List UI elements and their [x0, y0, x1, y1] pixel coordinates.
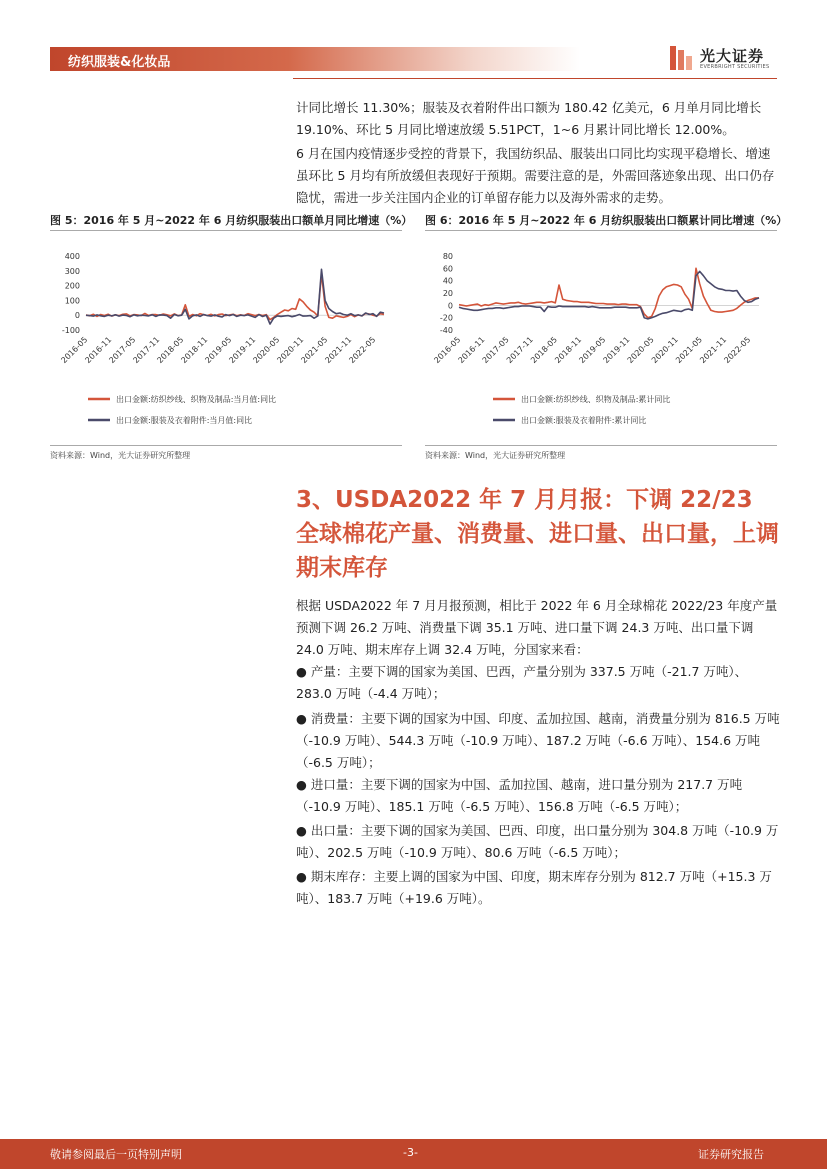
body-paragraph-2: 6 月在国内疫情逐步受控的背景下，我国纺织品、服装出口同比均实现平稳增长、增速虽环比 5 月均有所放缓但表现好于预期。需要注意的是，外需回落迹象出现、出口仍存隐忧，需进一步关注国内企业的订单留存能力以及海外需求的走势。 [296, 146, 775, 205]
figure-6-source: 资料来源：Wind，光大证券研究所整理 [425, 451, 566, 460]
header-bar [50, 47, 580, 71]
x-tick-label: 2022-05 [722, 335, 753, 366]
figure-5-source: 资料来源：Wind，光大证券研究所整理 [50, 451, 191, 460]
body-paragraph-1: 计同比增长 11.30%；服装及衣着附件出口额为 180.42 亿美元，6 月单月同比增长 19.10%、环比 5 月同比增速放缓 5.51PCT，1~6 月累计同比增长 12.00%。 [296, 100, 762, 137]
legend-label-2: 出口金额:服装及衣着附件:当月值:同比 [116, 416, 253, 425]
x-tick-label: 2018-05 [155, 335, 186, 366]
figure-5-title: 图 5：2016 年 5 月~2022 年 6 月纺织服装出口额单月同比增速（%） [50, 214, 413, 227]
bullet-consumption: ● 消费量：主要下调的国家为中国、印度、孟加拉国、越南，消费量分别为 816.5 万吨（-10.9 万吨）、544.3 万吨（-10.9 万吨）、187.2 万吨（-6.6 万吨）、154.6 万吨（-6.5 万吨）； [296, 711, 780, 770]
y-tick-label: 100 [64, 296, 80, 306]
y-tick-label: 60 [442, 264, 453, 274]
footer-report-type: 证券研究报告 [698, 1148, 764, 1161]
figure-5-top-rule [50, 230, 402, 231]
x-tick-label: 2016-11 [456, 335, 487, 366]
logo-mark-icon [670, 44, 692, 72]
x-tick-label: 2016-05 [59, 335, 90, 366]
bullet-exports: ● 出口量：主要下调的国家为美国、巴西、印度，出口量分别为 304.8 万吨（-10.9 万吨）、202.5 万吨（-10.9 万吨）、80.6 万吨（-6.5 万吨）； [296, 823, 779, 860]
y-tick-label: 200 [64, 281, 80, 291]
figure-6-chart [425, 236, 777, 436]
series-line-1 [459, 268, 759, 317]
x-tick-label: 2017-11 [504, 335, 535, 366]
x-tick-label: 2017-11 [131, 335, 162, 366]
logo-subtitle: EVERBRIGHT SECURITIES [700, 64, 770, 70]
y-tick-label: 0 [74, 311, 80, 321]
y-tick-label: 400 [64, 252, 80, 261]
footer-bar [0, 1139, 827, 1169]
y-tick-label: 80 [442, 252, 453, 261]
x-tick-label: 2018-05 [529, 335, 560, 366]
bullet-ending-stocks: ● 期末库存：主要上调的国家为中国、印度，期末库存分别为 812.7 万吨（+15.3 万吨）、183.7 万吨（+19.6 万吨）。 [296, 869, 772, 906]
header-divider [293, 78, 777, 79]
x-tick-label: 2021-05 [299, 335, 330, 366]
y-tick-label: 40 [442, 276, 453, 286]
x-tick-label: 2020-11 [649, 335, 680, 366]
legend-label-1: 出口金额:纺织纱线、织物及制品:当月值:同比 [116, 395, 277, 404]
section-3-heading: 3、USDA2022 年 7 月月报：下调 22/23 全球棉花产量、消费量、进口量、出口量，上调期末库存 [296, 487, 779, 581]
figure-5-bottom-rule [50, 445, 402, 446]
brand-logo [670, 44, 780, 74]
x-tick-label: 2016-05 [432, 335, 463, 366]
y-tick-label: -20 [439, 313, 453, 323]
x-tick-label: 2017-05 [107, 335, 138, 366]
y-tick-label: 20 [442, 289, 453, 298]
x-tick-label: 2019-11 [601, 335, 632, 366]
figure-6-title: 图 6：2016 年 5 月~2022 年 6 月纺织服装出口额累计同比增速（%） [425, 214, 788, 227]
legend-label-2: 出口金额:服装及衣着附件:累计同比 [521, 416, 647, 425]
section-3-intro: 根据 USDA2022 年 7 月月报预测，相比于 2022 年 6 月全球棉花 2022/23 年度产量预测下调 26.2 万吨、消费量下调 35.1 万吨、进口量下调 24.3 万吨、出口量下调 24.0 万吨、期末库存上调 32.4 万吨，分国家来看： [296, 598, 778, 657]
y-tick-label: 300 [64, 266, 80, 276]
x-tick-label: 2020-05 [251, 335, 282, 366]
x-tick-label: 2021-11 [698, 335, 729, 366]
figure-6-bottom-rule [425, 445, 777, 446]
legend-label-1: 出口金额:纺织纱线、织物及制品:累计同比 [521, 395, 671, 404]
x-tick-label: 2020-05 [625, 335, 656, 366]
x-tick-label: 2016-11 [83, 335, 114, 366]
x-tick-label: 2019-11 [227, 335, 258, 366]
x-tick-label: 2019-05 [203, 335, 234, 366]
y-tick-label: 0 [447, 301, 453, 311]
x-tick-label: 2022-05 [347, 335, 378, 366]
x-tick-label: 2017-05 [480, 335, 511, 366]
x-tick-label: 2021-11 [323, 335, 354, 366]
x-tick-label: 2018-11 [553, 335, 584, 366]
x-tick-label: 2021-05 [674, 335, 705, 366]
y-tick-label: -40 [439, 326, 453, 335]
bullet-production: ● 产量：主要下调的国家为美国、巴西，产量分别为 337.5 万吨（-21.7 万吨）、283.0 万吨（-4.4 万吨）； [296, 664, 748, 701]
y-tick-label: -100 [61, 326, 80, 335]
figure-5-chart [50, 236, 402, 436]
x-tick-label: 2018-11 [179, 335, 210, 366]
footer-page-number: -3- [403, 1146, 418, 1159]
x-tick-label: 2020-11 [275, 335, 306, 366]
footer-disclaimer: 敬请参阅最后一页特别声明 [50, 1148, 182, 1161]
header-section-label: 纺织服装&化妆品 [68, 55, 171, 70]
logo-name: 光大证券 [700, 47, 765, 65]
figure-6-top-rule [425, 230, 777, 231]
x-tick-label: 2019-05 [577, 335, 608, 366]
bullet-imports: ● 进口量：主要下调的国家为中国、孟加拉国、越南，进口量分别为 217.7 万吨（-10.9 万吨）、185.1 万吨（-6.5 万吨）、156.8 万吨（-6.5 万吨）； [296, 777, 743, 814]
